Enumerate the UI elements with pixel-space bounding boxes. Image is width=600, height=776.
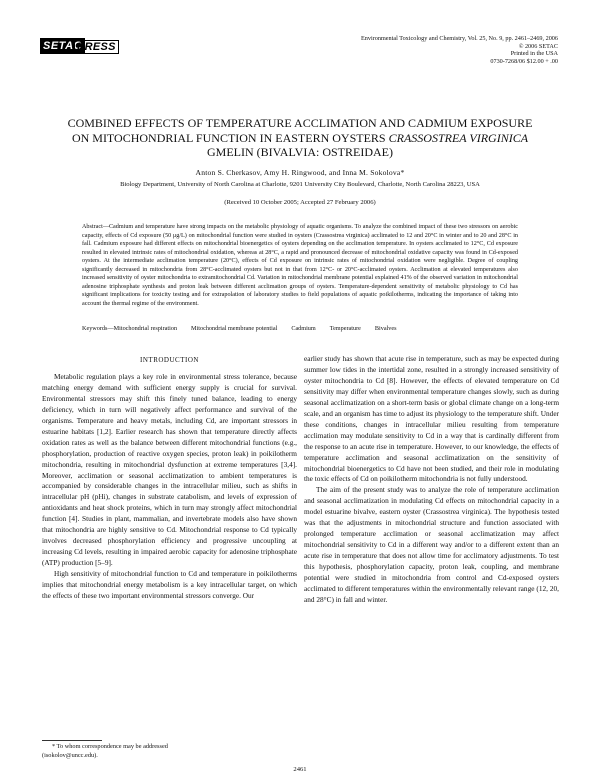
abstract-label: Abstract [82,224,103,230]
logo-setac: SETAC [40,38,85,54]
keywords-label: Keywords [82,325,108,332]
authors: Anton S. Cherkasov, Amy H. Ringwood, and Inna M. Sokolova* [195,168,405,177]
affiliation: Biology Department, University of North Carolina at Charlotte, 9201 University City Boulevard, Charlotte, North Carolina 28223, USA [120,181,480,188]
copyright-line: © 2006 SETAC [518,42,558,50]
journal-citation [278,35,558,65]
journal-citation-line: Environmental Toxicology and Chemistry, Vol. 25, No. 9, pp. 2461–2469, 2006 [361,35,558,42]
footnote-line-2: (isokolov@uncc.edu). [42,751,98,759]
title-line-1: COMBINED EFFECTS OF TEMPERATURE ACCLIMATION AND CADMIUM EXPOSURE [67,116,533,130]
footnote-line-1: * To whom correspondence may be addressed [52,743,168,750]
title-line-2-main: ON MITOCHONDRIAL FUNCTION IN EASTERN OYSTERS [71,130,389,145]
intro-paragraph-3: earlier study has shown that acute rise in temperature, such as may be expected during summer low tides in the intertidal zone, resulted in a strongly increased sensitivity of oyster mitochondria to Cd [8]. However, the effects of elevated temperature on Cd sensitivity may differ when environmental temperature changes slowly, such as during seasonal acclimatization on a short-term basis or global climate change on a long-term scale, and an organism has time to adjust its physiology to the temperature shift. Under these conditions, changes in intracellular milieu resulting from temperature acclimation may modulate sensitivity to Cd in a way that is cardinally different from the response to an acute rise in temperature. However, to our knowledge, the effects of temperature acclimation and seasonal acclimatization on the sensitivity of mitochondrial bioenergetics to Cd have not been studied, and their role in modulating the toxic effects of Cd on poikilotherm mitochondria is not fully understood. [304,354,559,484]
footnote-divider [42,740,102,741]
keyword-item: Mitochondrial membrane potential [191,325,278,332]
title-species: CRASSOSTREA VIRGINICA [388,130,529,145]
keyword-item: Bivalves [374,325,397,332]
paper-title [30,116,570,160]
footnote [42,743,297,760]
title-line-3: GMELIN (BIVALVIA: OSTREIDAE) [207,145,393,159]
page-number: 2461 [293,766,307,773]
price-line: 0730-7268/06 $12.00 + .00 [490,57,558,65]
introduction-heading: INTRODUCTION [140,356,199,364]
abstract-text: —Cadmium and temperature have strong impacts on the metabolic physiology of aquatic organisms. To analyze the combined impact of these two stressors on aerobic capacity, effects of Cd exposure (50 μg/L) on mitochondrial function were studied in oysters (Crassostrea virginica) acclimated to 12 and 20°C in winter and to 20 and 28°C in fall. Cadmium exposure had different effects on mitochondrial bioenergetics of oysters depending on the acclimation temperature. In oysters acclimated to 12°C, Cd exposure resulted in elevated intrinsic rates of mitochondrial oxidation, whereas at 28°C, a rapid and pronounced decrease of mitochondrial oxidative capacity was found in Cd-exposed oysters. At the intermediate acclimation temperature (20°C), effects of Cd exposure on intrinsic rates of mitochondrial oxidation were negligible. Degree of coupling significantly decreased in mitochondria from 28°C-acclimated oysters but not in that from 12°C- or 20°C-acclimated oysters. Acclimation at elevated temperatures also increased sensitivity of oyster mitochondria to extramitochondrial Cd. Variation in mitochondrial membrane potential explained 41% of the observed variation in mitochondrial adenosine triphosphate synthesis and proton leak between different acclimation groups of oysters. Temperature-dependent sensitivity of metabolic physiology to Cd has significant implications for toxicity testing and for extrapolation of laboratory studies to field populations of aquatic poikilotherms, indicating the importance of taking into account the thermal regime of the environment. [82,224,518,307]
keyword-item: Cadmium [291,325,316,332]
printed-line: Printed in the USA [510,50,558,58]
abstract [82,223,518,308]
title-line-2 [30,131,570,146]
left-column [42,355,297,602]
setac-press-logo [40,38,118,56]
received-dates: (Received 10 October 2005; Accepted 27 February 2006) [224,199,376,206]
keyword-item: —Mitochondrial respiration [107,325,178,332]
intro-paragraph-2: High sensitivity of mitochondrial function to Cd and temperature in poikilotherms implies that mitochondrial energy metabolism is a key intracellular target, on which the effects of these two important environmental stressors converge. Our [42,569,297,601]
intro-paragraph-4: The aim of the present study was to analyze the role of temperature acclimation and seasonal acclimatization in modulating Cd effects on mitochondrial capacity in a model estuarine bivalve, eastern oyster (Crassostrea virginica). The hypothesis tested was that the adjustments in mitochondrial structure and function associated with prolonged temperature acclimation or seasonal acclimatization may affect mitochondrial sensitivity to Cd in a different way and/or to a different extent than an acute rise in temperature that does not allow time for acclimatory adjustments. To test this hypothesis, phosphorylation capacity, proton leak, coupling, and membrane potential were studied in mitochondria from control and Cd-exposed oysters acclimated to different temperatures within the environmentally relevant range (12, 20, and 28°C) in fall and winter. [304,485,559,604]
keyword-item: Temperature [329,325,361,332]
keywords-label-block [82,324,177,333]
logo-press: PRESS [74,40,119,54]
right-column [304,354,559,606]
keywords [82,324,518,333]
intro-paragraph-1: Metabolic regulation plays a key role in environmental stress tolerance, because matching energy demand with sufficient energy supply is crucial for survival. Environmental stressors may shift this finely tuned balance, leading to energy deficiency, which in turn will negatively affect performance and survival of the organisms. Temperature and heavy metals, including Cd, are important stressors in estuarine habitats [1,2]. Earlier research has shown that temperature directly affects oxidation rates as well as the balance between different mitochondrial functions (e.g., phosphorylation, production of reactive oxygen species, proton leak) in poikilotherm mitochondria, resulting in mitochondrial dysfunction at extreme temperatures [3,4]. Moreover, acclimation or seasonal acclimatization to ambient temperatures is accompanied by considerable changes in the intracellular milieu, such as shifts in intracellular pH (pHi), changes in substrate catabolism, and levels of expression of antioxidants and heat shock proteins, which in turn may strongly affect mitochondrial function [4]. Studies in plant, mammalian, and invertebrate models also have shown that mitochondria are highly sensitive to Cd. Mitochondrial response to Cd typically involves decreased phosphorylation efficiency and progressive uncoupling at increasing Cd levels, resulting in impaired aerobic capacity for adenosine triphosphate (ATP) production [5–9]. [42,371,297,568]
